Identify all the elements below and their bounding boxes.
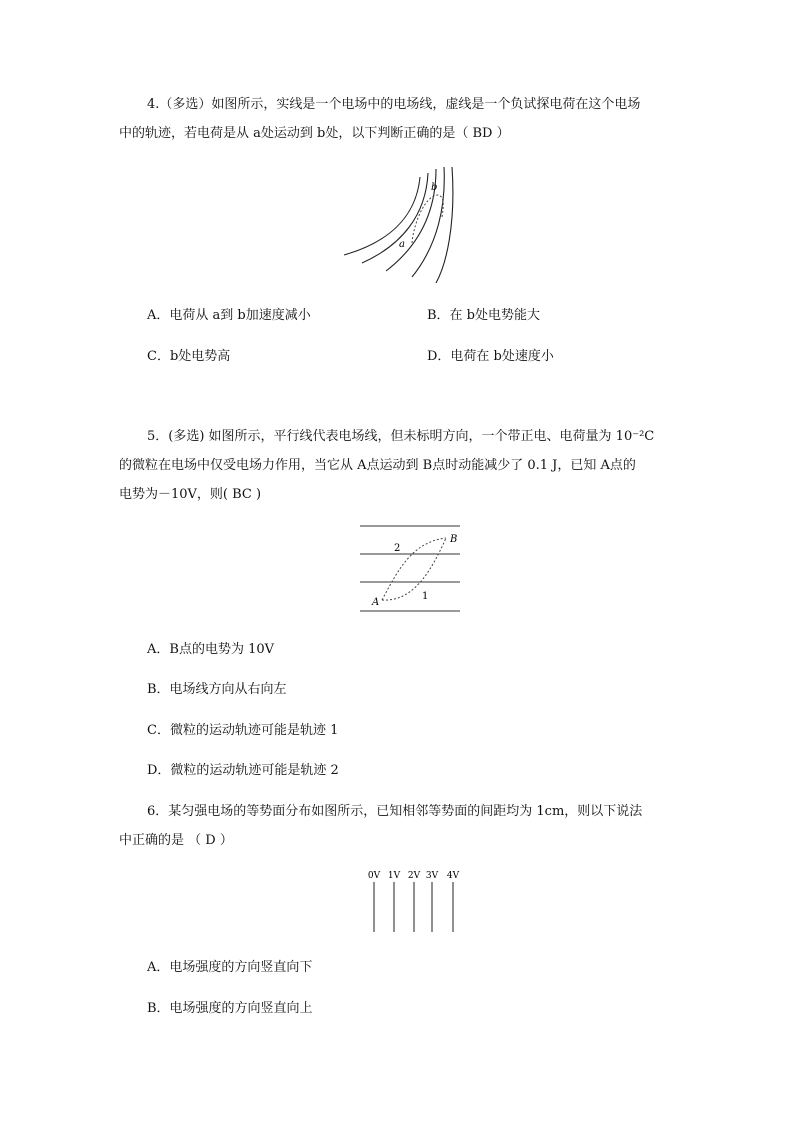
q5-option-d: D．微粒的运动轨迹可能是轨迹 2 xyxy=(147,763,339,778)
q4-field-figure xyxy=(340,165,460,285)
label-point-b: B xyxy=(450,534,458,545)
label-a: a xyxy=(399,239,405,250)
label-point-a: A xyxy=(372,597,380,608)
label-0v: 0V xyxy=(367,871,381,881)
label-path-2: 2 xyxy=(394,543,401,554)
q5-option-c: C．微粒的运动轨迹可能是轨迹 1 xyxy=(147,723,339,738)
q6-stem-line2: 中正确的是 （ D ） xyxy=(119,833,233,848)
label-4v: 4V xyxy=(446,871,460,881)
q6-option-b: B．电场强度的方向竖直向上 xyxy=(147,1001,313,1016)
q4-option-b: B．在 b处电势能大 xyxy=(427,308,541,323)
q5-stem-line3: 电势为－10V，则( BC ) xyxy=(119,487,262,502)
field-line-5 xyxy=(344,177,420,255)
field-line-3 xyxy=(386,169,436,271)
q4-option-a: A．电荷从 a到 b加速度减小 xyxy=(147,308,311,323)
q4-option-c: C．b处电势高 xyxy=(147,349,231,364)
trajectory-1 xyxy=(382,538,446,600)
label-b: b xyxy=(431,182,438,193)
q5-option-a: A．B点的电势为 10V xyxy=(147,642,275,657)
q6-stem-line1: 6．某匀强电场的等势面分布如图所示，已知相邻等势面的间距均为 1cm，则以下说法 xyxy=(147,804,643,819)
q6-option-a: A．电场强度的方向竖直向下 xyxy=(147,960,313,975)
label-path-1: 1 xyxy=(422,591,429,602)
label-3v: 3V xyxy=(425,871,439,881)
q5-option-b: B．电场线方向从右向左 xyxy=(147,682,287,697)
q6-equipotential-figure xyxy=(362,868,466,936)
trajectory-2 xyxy=(382,538,446,600)
q4-stem-line2: 中的轨迹，若电荷是从 a处运动到 b处，以下判断正确的是（ BD ） xyxy=(119,126,510,141)
q4-option-d: D．电荷在 b处速度小 xyxy=(427,349,554,364)
label-2v: 2V xyxy=(407,871,421,881)
q4-stem-line1: 4.（多选）如图所示，实线是一个电场中的电场线，虚线是一个负试探电荷在这个电场 xyxy=(147,97,641,112)
q5-stem-line2: 的微粒在电场中仅受电场力作用，当它从 A点运动到 B点时动能减少了 0.1 J，已知 A点的 xyxy=(119,458,636,473)
q5-stem-line1: 5．(多选) 如图所示，平行线代表电场线，但未标明方向，一个带正电、电荷量为 10⁻²C xyxy=(147,429,655,444)
q5-field-figure xyxy=(358,522,462,617)
trajectory-dashed xyxy=(412,195,443,243)
label-1v: 1V xyxy=(387,871,401,881)
